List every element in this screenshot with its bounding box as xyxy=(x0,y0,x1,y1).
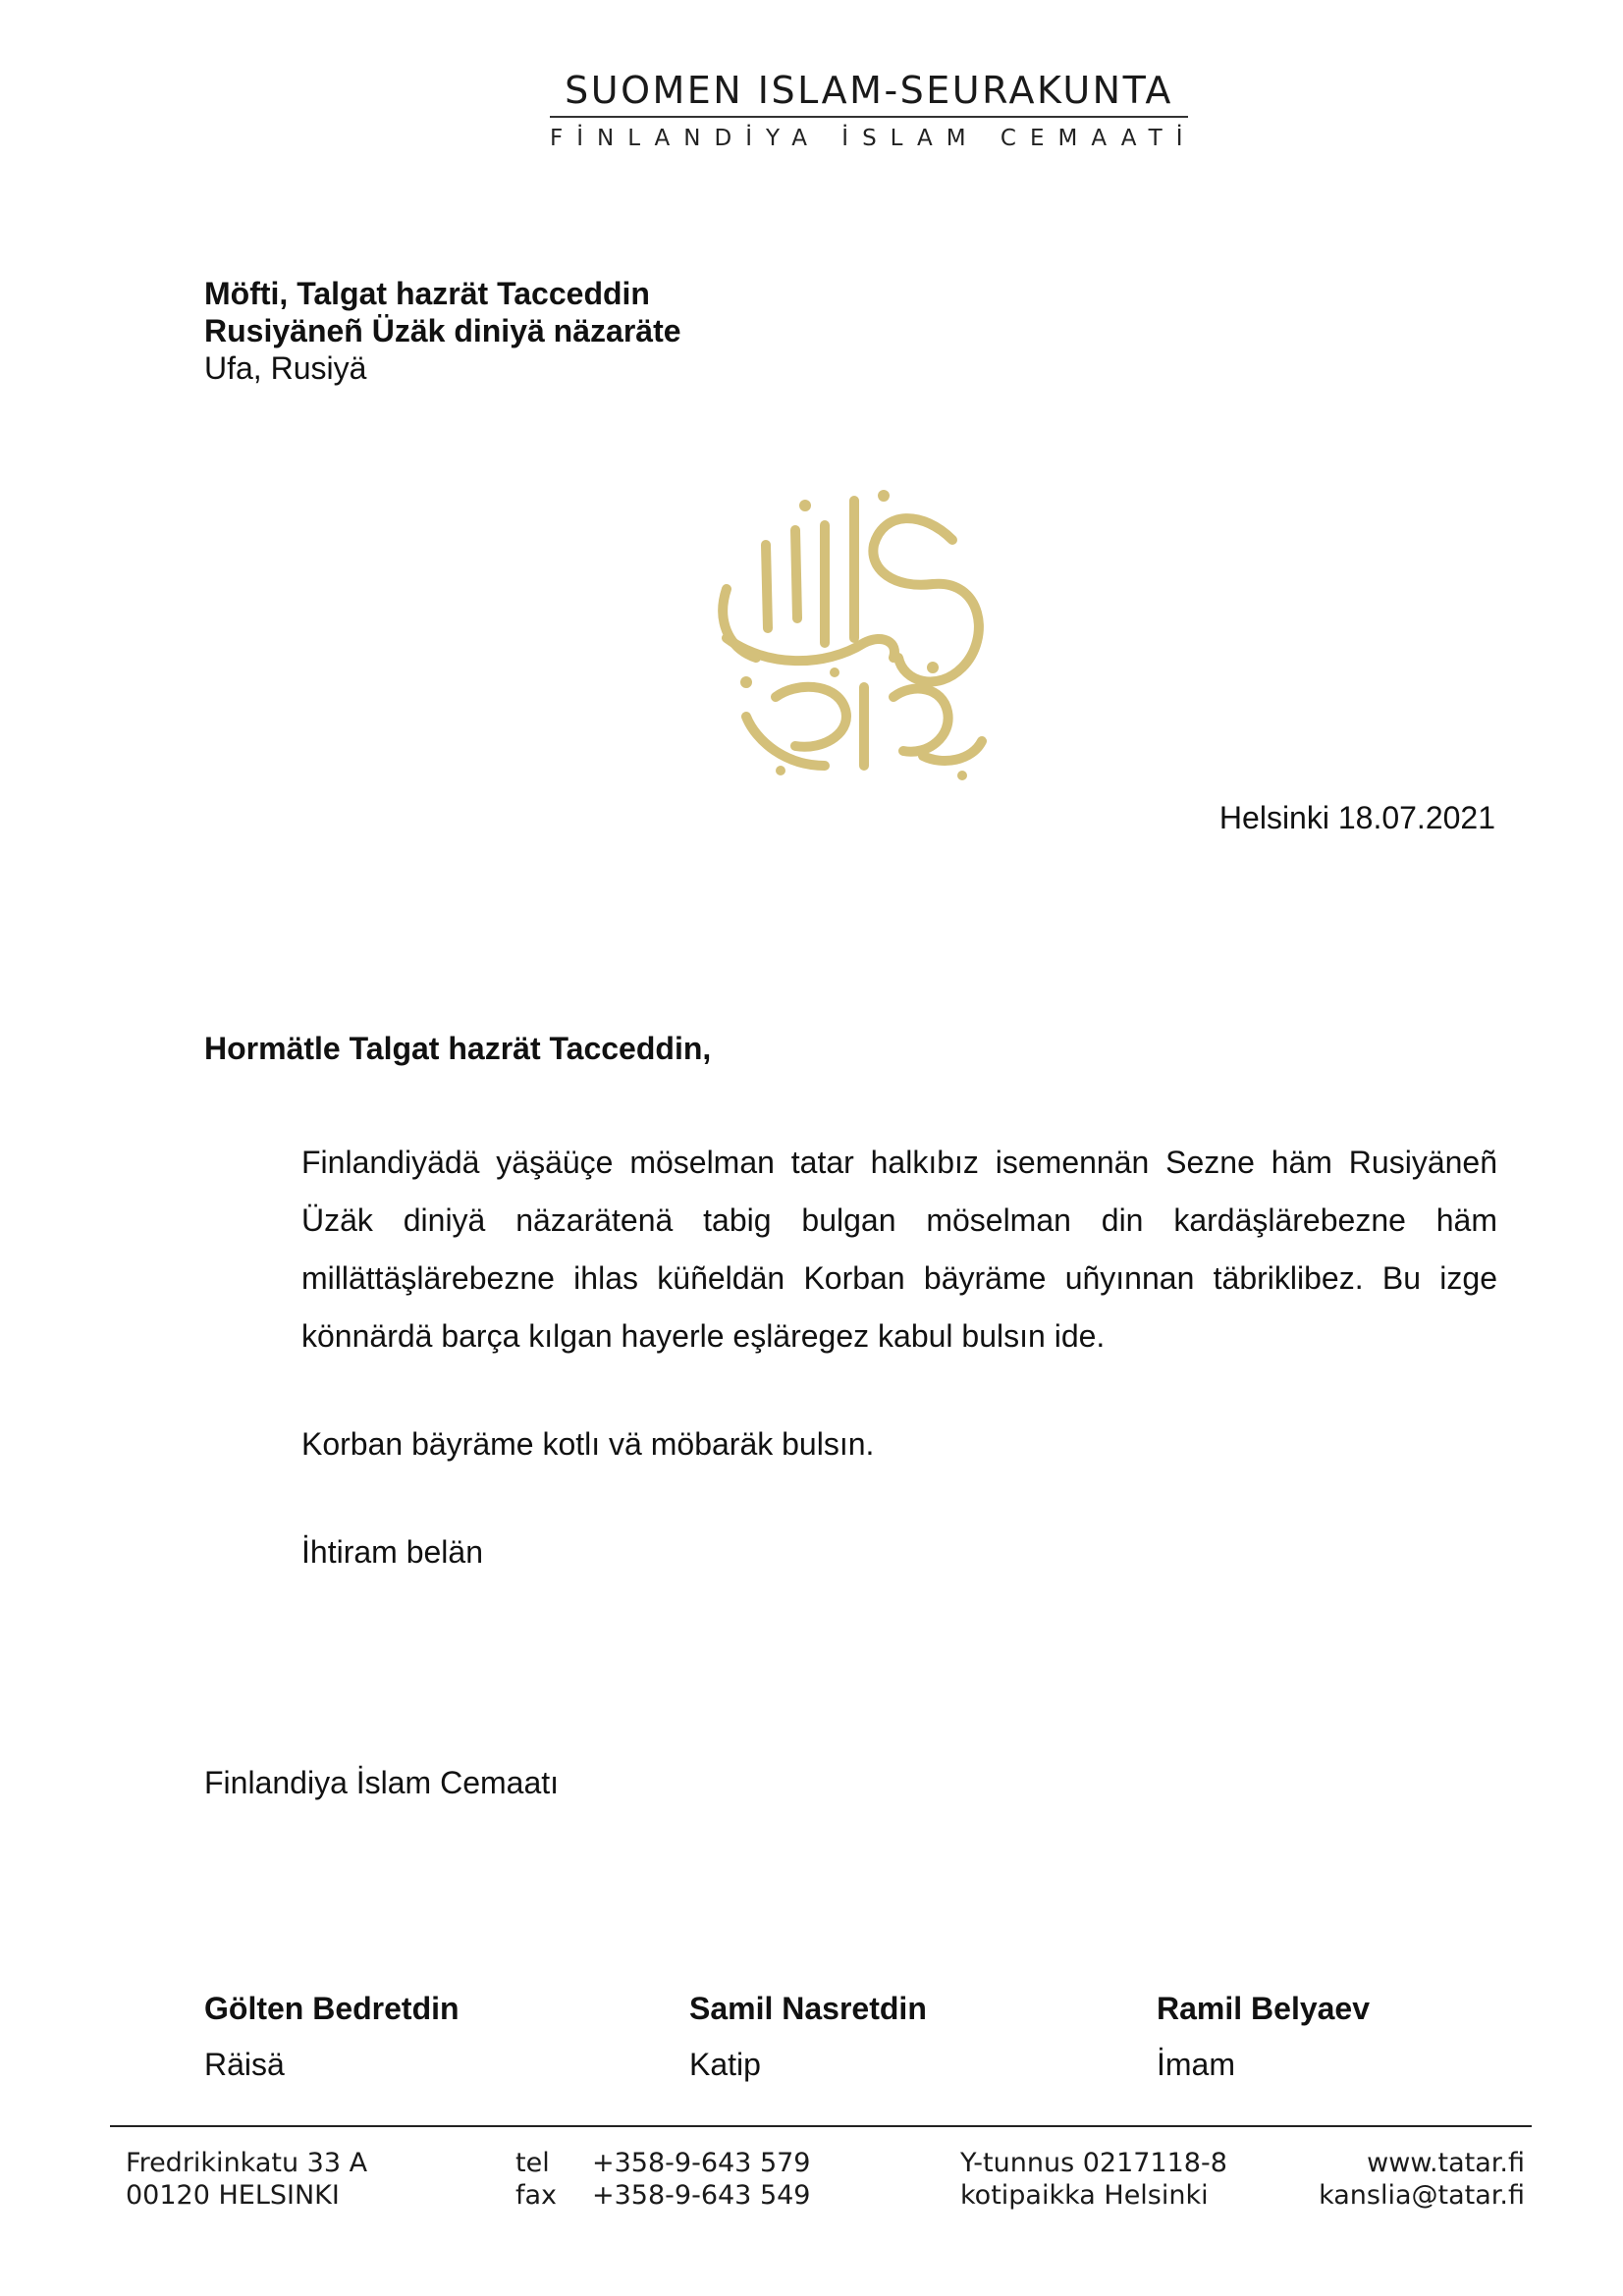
recipient-location: Ufa, Rusiyä xyxy=(204,350,367,386)
footer-tel-value: +358-9-643 579 xyxy=(592,2148,811,2178)
recipient-block xyxy=(204,275,681,387)
footer-phone-values xyxy=(592,2147,810,2212)
organization-name: SUOMEN ISLAM-SEURAKUNTA xyxy=(550,69,1188,118)
footer-city: 00120 HELSINKI xyxy=(126,2180,340,2211)
letter-date: Helsinki 18.07.2021 xyxy=(1218,800,1495,835)
signer xyxy=(204,1991,460,2083)
footer-address xyxy=(126,2147,367,2212)
footer-email-link[interactable]: kanslia@tatar.fi xyxy=(1319,2180,1525,2211)
footer-contact xyxy=(1319,2147,1525,2212)
eid-mubarak-calligraphy-icon xyxy=(687,471,1021,795)
signer-name: Gölten Bedretdin xyxy=(204,1991,460,2026)
organization-subtitle: FİNLANDİYA İSLAM CEMAATİ xyxy=(550,126,1197,151)
letterhead xyxy=(550,69,1197,151)
footer-street: Fredrikinkatu 33 A xyxy=(126,2148,368,2178)
footer-kotipaikka: kotipaikka Helsinki xyxy=(960,2180,1209,2211)
footer-phone-labels xyxy=(515,2147,557,2212)
closing-phrase: İhtiram belän xyxy=(301,1534,483,1570)
signer-name: Samil Nasretdin xyxy=(689,1991,927,2026)
footer-fax-label: fax xyxy=(515,2180,558,2211)
footer-ytunnus: Y-tunnus 0217118-8 xyxy=(960,2148,1227,2178)
recipient-organization: Rusiyäneñ Üzäk diniyä näzaräte xyxy=(204,313,681,348)
body-paragraph: Finlandiyädä yäşäüçe möselman tatar halkıbız isemennän Sezne häm Rusiyäneñ Üzäk diniyä näzarätenä tabig bulgan möselman din kardäşlärebezne häm millättäşlärebezne ihlas küñeldän Korban bäyräme uñyınnan täbriklibez. Bu izge könnärdä barça kılgan hayerle eşläregez kabul bulsın ide. xyxy=(301,1145,1497,1354)
salutation: Hormätle Talgat hazrät Tacceddin, xyxy=(204,1031,712,1066)
signer-role: İmam xyxy=(1157,2047,1235,2082)
footer-website-link[interactable]: www.tatar.fi xyxy=(1367,2148,1525,2178)
signer-role: Katip xyxy=(689,2047,761,2082)
letter-body xyxy=(301,1134,1497,1631)
eid-calligraphy-graphic xyxy=(687,471,1021,795)
footer-tel-label: tel xyxy=(515,2148,550,2178)
signature-block xyxy=(0,1991,1623,2109)
recipient-name: Möfti, Talgat hazrät Tacceddin xyxy=(204,276,650,311)
closing-organization: Finlandiya İslam Cemaatı xyxy=(204,1765,560,1800)
body-paragraph: Korban bäyräme kotlı vä möbaräk bulsın. xyxy=(301,1426,875,1462)
footer-divider xyxy=(110,2125,1532,2127)
signer xyxy=(689,1991,927,2083)
footer-fax-value: +358-9-643 549 xyxy=(592,2180,811,2211)
signer xyxy=(1157,1991,1370,2083)
footer-registration xyxy=(960,2147,1227,2212)
signer-name: Ramil Belyaev xyxy=(1157,1991,1371,2026)
signer-role: Räisä xyxy=(204,2047,285,2082)
